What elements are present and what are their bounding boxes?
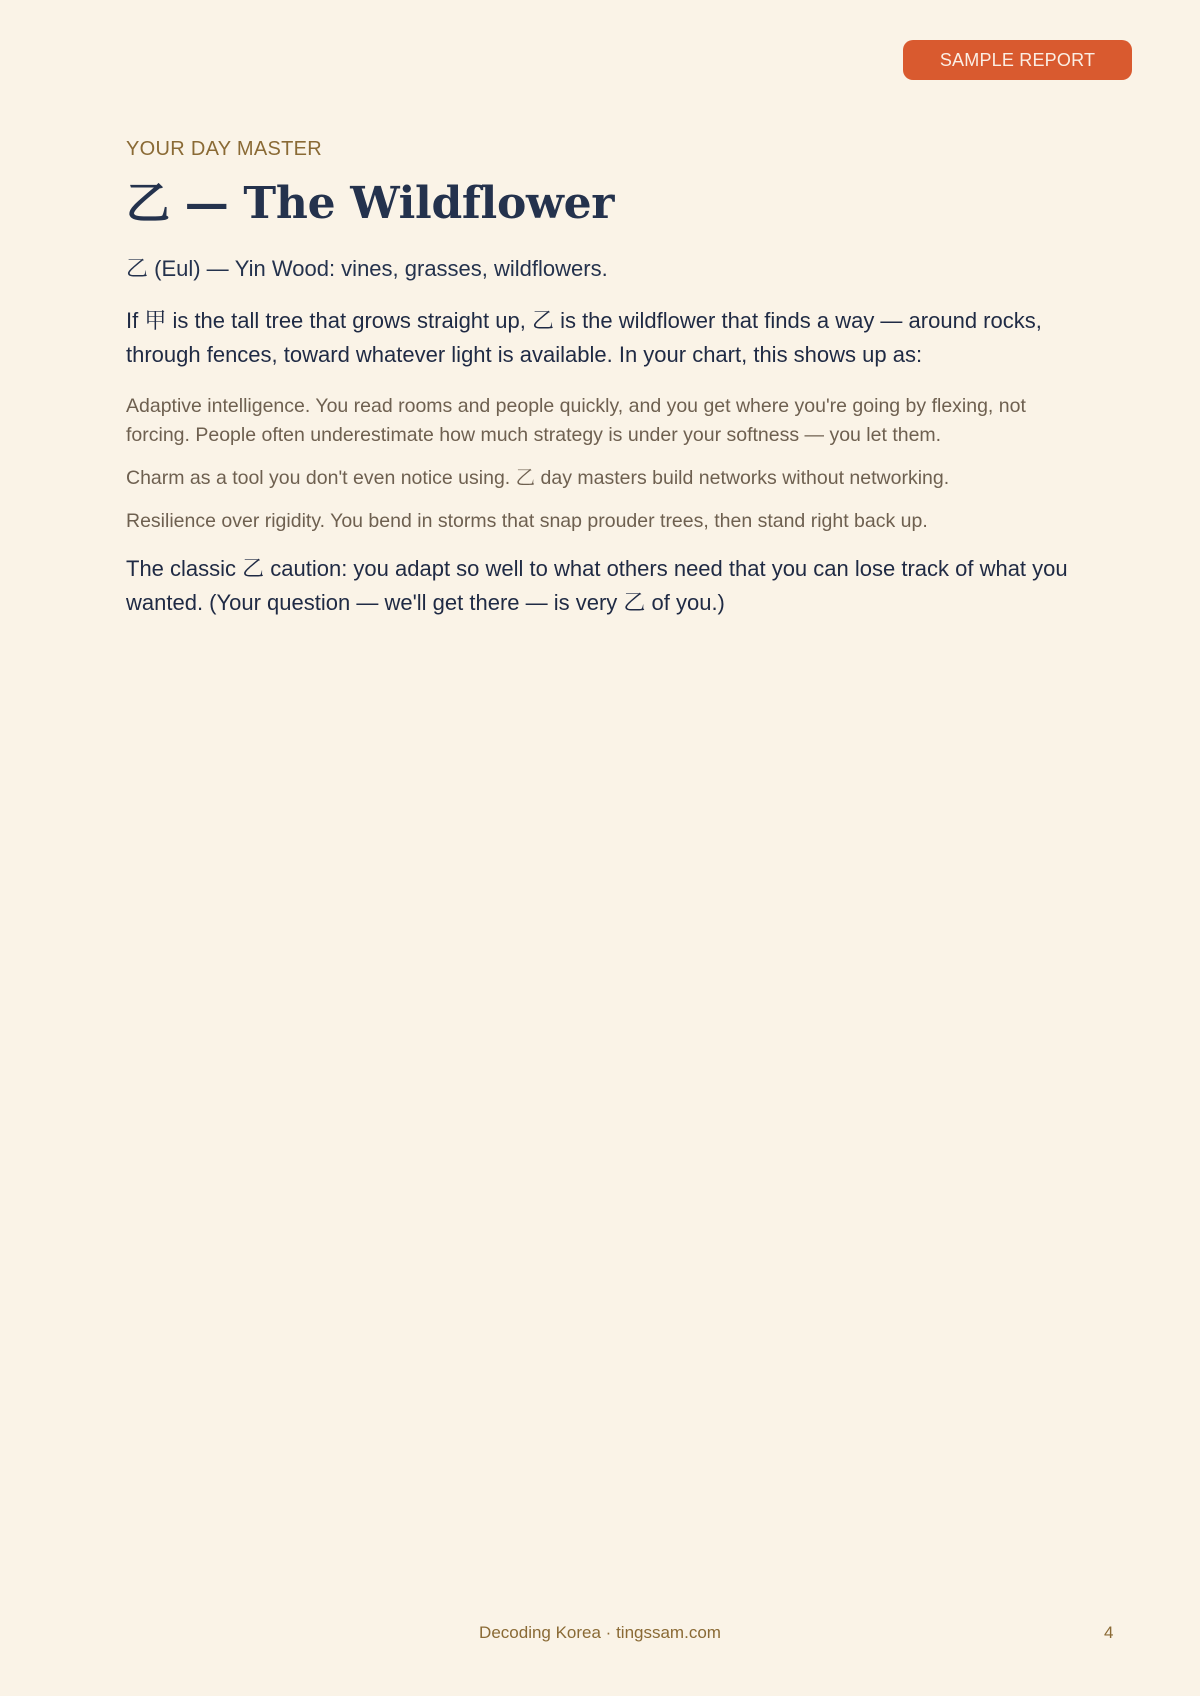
page-number: 4 <box>1104 1623 1114 1642</box>
trait-item-charm: Charm as a tool you don't even notice using. 乙 day masters build networks without networking. <box>126 467 950 489</box>
footer-brand: Decoding Korea · tingssam.com <box>479 1623 721 1642</box>
trait-item-resilience: Resilience over rigidity. You bend in storms that snap prouder trees, then stand right back up. <box>126 510 928 532</box>
sample-report-badge: SAMPLE REPORT <box>903 40 1132 80</box>
page-title: 乙 — The Wildflower <box>126 178 615 229</box>
day-master-section <box>126 136 1076 620</box>
trait-item-adaptive-intelligence: Adaptive intelligence. You read rooms and people quickly, and you get where you're going by flexing, not forcing. People often underestimate how much strategy is under your softness — you let them. <box>126 395 1026 446</box>
section-eyebrow: YOUR DAY MASTER <box>126 138 323 160</box>
intro-paragraph: If 甲 is the tall tree that grows straight up, 乙 is the wildflower that finds a way — around rocks, through fences, toward whatever light is available. In your chart, this shows up as: <box>126 308 1042 367</box>
caution-paragraph: The classic 乙 caution: you adapt so well to what others need that you can lose track of what you wanted. (Your question — we'll get there — is very 乙 of you.) <box>126 556 1068 615</box>
day-master-subtitle: 乙 (Eul) — Yin Wood: vines, grasses, wildflowers. <box>126 256 608 281</box>
